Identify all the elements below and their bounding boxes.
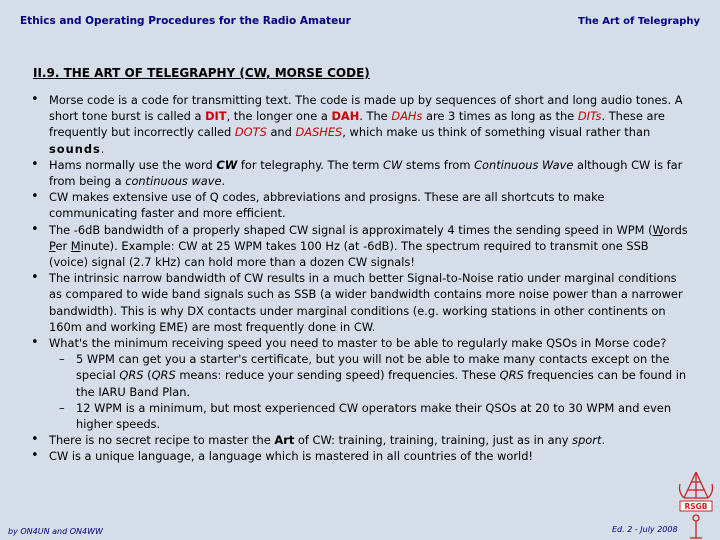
- term-cw: CW: [216, 157, 238, 172]
- bullet-secret-recipe: • There is no secret recipe to master the Art of CW: training, training, training, just as in any sport.: [30, 432, 690, 448]
- bullet-q-codes: • CW makes extensive use of Q codes, abbreviations and prosigns. These are all shortcuts to make communicating faster and more efficient.: [30, 189, 690, 221]
- bullet-receiving-speed: • What's the minimum receiving speed you need to master to be able to regularly make QSOs in Morse code? – 5 WPM can get you a starter's certificate, but you will not be able to make many contacts except on the special QRS (QRS means: reduce your sending speed) frequencies. These QRS frequencies can be found in the IARU Band Plan. – 12 WPM is a minimum, but most experienced CW operators make their QSOs at 20 to 30 WPM and even higher speeds.: [30, 335, 690, 432]
- term-dits: DITs: [577, 109, 602, 124]
- footer-edition: Ed. 2 - July 2008: [612, 525, 678, 534]
- bullet-list: [30, 92, 690, 465]
- term-dahs: DAHs: [391, 109, 423, 124]
- rsgb-logo: [674, 470, 718, 540]
- bullet-signal-to-noise: • The intrinsic narrow bandwidth of CW results in a much better Signal-to-Noise ratio under marginal conditions as compared to wide band signals such as SSB (a wider bandwidth contains more noise power than a narrower bandwidth). This is why DX contacts under marginal conditions (e.g. working stations in other continents on 160m and working EME) are most frequently done in CW.: [30, 270, 690, 335]
- term-sounds: sounds: [49, 141, 101, 156]
- term-sport: sport: [572, 433, 602, 448]
- sub-list: [49, 351, 690, 432]
- sub-item-12wpm: – 12 WPM is a minimum, but most experienced CW operators make their QSOs at 20 to 30 WPM and even higher speeds.: [49, 400, 690, 432]
- bullet-cw-word: • Hams normally use the word CW for telegraphy. The term CW stems from Continuous Wave although CW is far from being a continuous wave.: [30, 157, 690, 189]
- term-dots: DOTS: [234, 125, 267, 140]
- term-dah: DAH: [331, 109, 360, 124]
- header-left-title: Ethics and Operating Procedures for the Radio Amateur: [20, 15, 351, 27]
- header-right-title: The Art of Telegraphy: [578, 16, 700, 27]
- bullet-bandwidth: • The -6dB bandwidth of a properly shaped CW signal is approximately 4 times the sending speed in WPM (Words Per Minute). Example: CW at 25 WPM takes 100 Hz (at -6dB). The spectrum required to transmit one SSB (voice) signal (2.7 kHz) can hold more than a dozen CW signals!: [30, 222, 690, 271]
- term-continuous-wave: Continuous Wave: [474, 157, 574, 172]
- rsgb-label: RSGB: [684, 502, 708, 511]
- term-dit: DIT: [205, 109, 227, 124]
- bullet-morse-code: • Morse code is a code for transmitting text. The code is made up by sequences of short and long audio tones. A short tone burst is called a DIT, the longer one a DAH. The DAHs are 3 times as long as the DITs. These are frequently but incorrectly called DOTS and DASHES, which make us think of something visual rather than sounds.: [30, 92, 690, 157]
- term-dashes: DASHES: [295, 125, 343, 140]
- section-title: II.9. THE ART OF TELEGRAPHY (CW, MORSE CODE): [33, 66, 370, 80]
- bullet-unique-language: • CW is a unique language, a language which is mastered in all countries of the world!: [30, 448, 690, 464]
- term-art: Art: [274, 433, 295, 448]
- footer-authors: by ON4UN and ON4WW: [8, 527, 103, 536]
- sub-item-5wpm: – 5 WPM can get you a starter's certificate, but you will not be able to make many contacts except on the special QRS (QRS means: reduce your sending speed) frequencies. These QRS frequencies can be found in the IARU Band Plan.: [49, 351, 690, 400]
